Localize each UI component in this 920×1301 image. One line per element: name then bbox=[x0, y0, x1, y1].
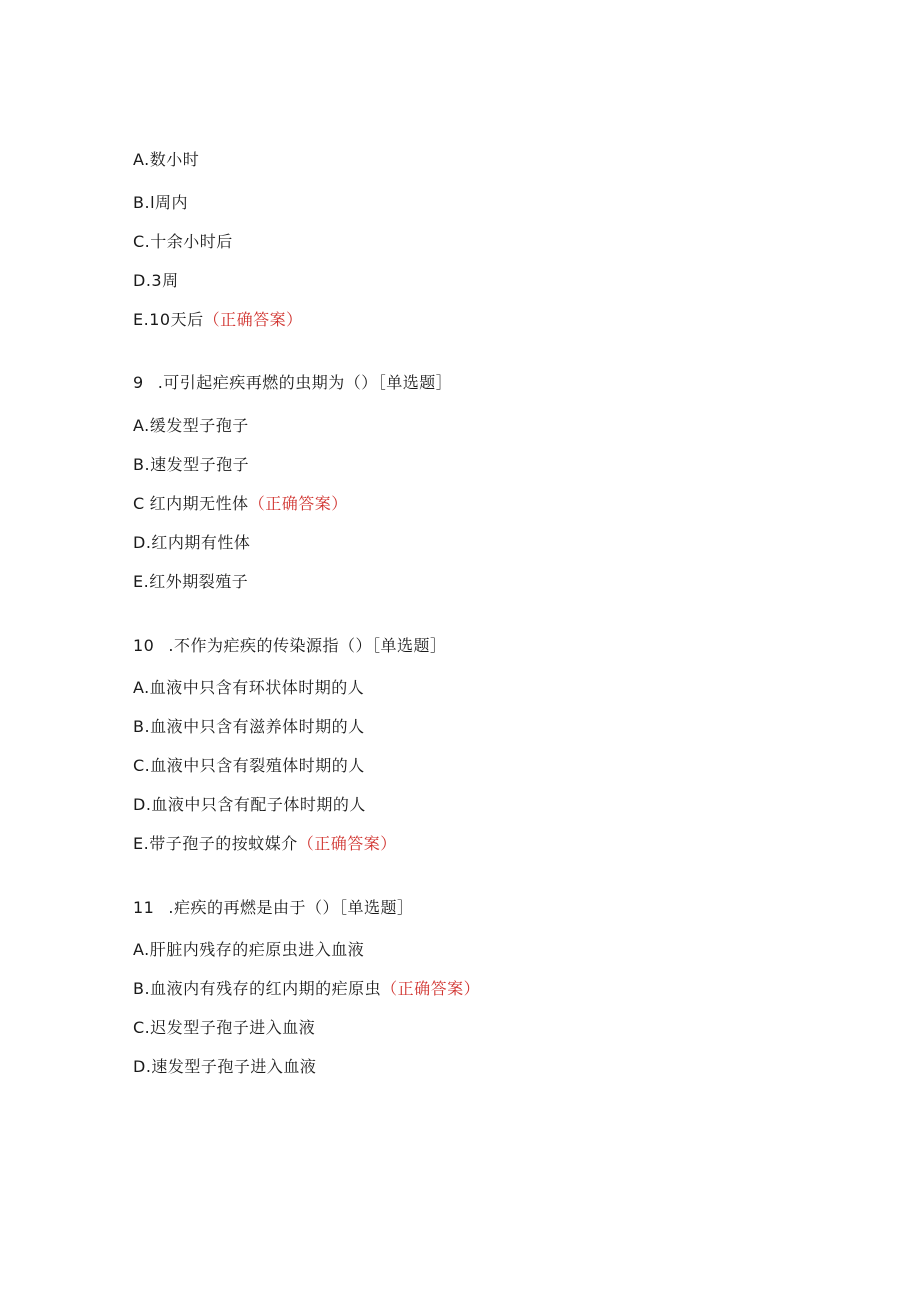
option-text: 红外期裂殖子 bbox=[149, 572, 249, 591]
option-letter: A. bbox=[133, 150, 150, 169]
option-letter: A. bbox=[133, 678, 150, 697]
option-letter: D. bbox=[133, 271, 152, 290]
option-text: 十余小时后 bbox=[150, 232, 233, 251]
option-letter: C. bbox=[133, 232, 151, 251]
option-letter: D. bbox=[133, 795, 152, 814]
option-b bbox=[133, 455, 249, 475]
option-letter: B. bbox=[133, 979, 151, 998]
option-text: 10天后 bbox=[149, 310, 204, 329]
option-d bbox=[133, 795, 366, 815]
question-text: .不作为疟疾的传染源指（）［单选题］ bbox=[168, 636, 447, 655]
option-text: 血液中只含有滋养体时期的人 bbox=[150, 717, 365, 736]
option-letter: B. bbox=[133, 455, 151, 474]
option-letter: E. bbox=[133, 572, 150, 591]
option-letter: C bbox=[133, 494, 145, 513]
option-a bbox=[133, 150, 199, 170]
option-letter: D. bbox=[133, 1057, 152, 1076]
option-d bbox=[133, 1057, 316, 1077]
option-letter: C. bbox=[133, 1018, 151, 1037]
option-a bbox=[133, 940, 364, 960]
option-text: l周内 bbox=[150, 193, 189, 212]
question-number: 9 bbox=[133, 373, 144, 392]
correct-answer-mark: （正确答案） bbox=[381, 979, 481, 998]
option-text: 血液中只含有环状体时期的人 bbox=[149, 678, 365, 697]
option-b bbox=[133, 979, 480, 999]
option-text: 缓发型子孢子 bbox=[149, 416, 249, 435]
question-9 bbox=[133, 373, 452, 393]
option-e bbox=[133, 310, 303, 330]
option-text: 速发型子孢子 bbox=[150, 455, 250, 474]
option-b bbox=[133, 193, 188, 213]
option-e bbox=[133, 572, 248, 592]
option-letter: D. bbox=[133, 533, 152, 552]
option-letter: B. bbox=[133, 717, 151, 736]
option-letter: C. bbox=[133, 756, 151, 775]
option-text: 血液内有残存的红内期的疟原虫 bbox=[150, 979, 382, 998]
option-letter: A. bbox=[133, 940, 150, 959]
correct-answer-mark: （正确答案） bbox=[248, 494, 348, 513]
option-text: 肝脏内残存的疟原虫进入血液 bbox=[149, 940, 365, 959]
option-c bbox=[133, 494, 348, 514]
correct-answer-mark: （正确答案） bbox=[203, 310, 303, 329]
option-letter: E. bbox=[133, 310, 150, 329]
option-text: 红内期无性体 bbox=[149, 494, 249, 513]
option-a bbox=[133, 416, 249, 436]
option-letter: E. bbox=[133, 834, 150, 853]
question-number: 10 bbox=[133, 636, 155, 655]
option-letter: A. bbox=[133, 416, 150, 435]
option-text: 迟发型子孢子进入血液 bbox=[150, 1018, 316, 1037]
question-text: .疟疾的再燃是由于（）［单选题］ bbox=[168, 898, 414, 917]
option-text: 3周 bbox=[151, 271, 179, 290]
option-text: 速发型子孢子进入血液 bbox=[151, 1057, 317, 1076]
option-text: 血液中只含有裂殖体时期的人 bbox=[150, 756, 365, 775]
option-text: 带子孢子的按蚊媒介 bbox=[149, 834, 298, 853]
option-e bbox=[133, 834, 397, 854]
option-b bbox=[133, 717, 365, 737]
option-c bbox=[133, 756, 365, 776]
option-letter: B. bbox=[133, 193, 151, 212]
option-text: 红内期有性体 bbox=[151, 533, 251, 552]
option-a bbox=[133, 678, 364, 698]
question-11 bbox=[133, 898, 413, 918]
option-text: 血液中只含有配子体时期的人 bbox=[151, 795, 366, 814]
option-text: 数小时 bbox=[149, 150, 200, 169]
question-text: .可引起疟疾再燃的虫期为（）［单选题］ bbox=[157, 373, 453, 392]
question-10 bbox=[133, 636, 446, 656]
option-c bbox=[133, 232, 233, 252]
question-number: 11 bbox=[133, 898, 155, 917]
option-d bbox=[133, 271, 179, 291]
option-d bbox=[133, 533, 250, 553]
correct-answer-mark: （正确答案） bbox=[297, 834, 397, 853]
option-c bbox=[133, 1018, 315, 1038]
